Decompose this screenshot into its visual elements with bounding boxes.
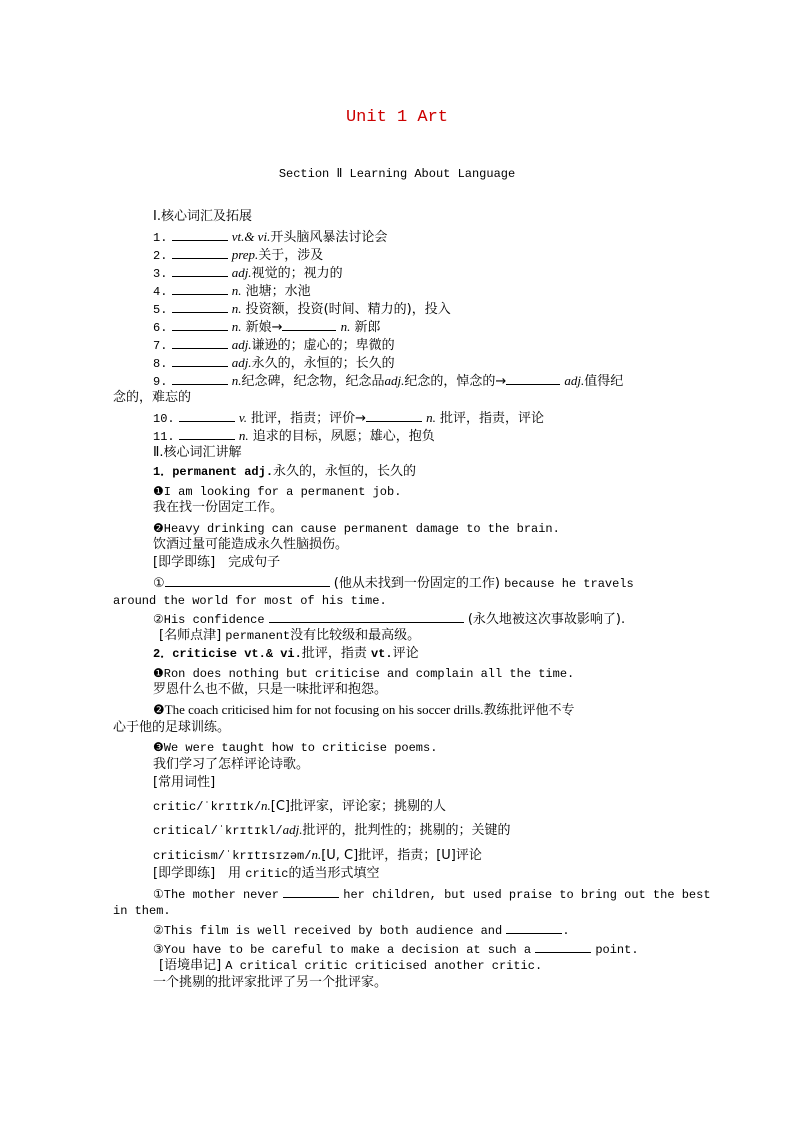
answer-blank bbox=[269, 610, 464, 623]
answer-blank bbox=[172, 336, 228, 349]
derivative-critic: critic/ˈkrɪtɪk/n.[C]批评家，评论家；挑剔的人 bbox=[153, 798, 447, 814]
vocab-item-4: 4. n. 池塘；水池 bbox=[153, 283, 311, 299]
vocab-item-11: 11. n. 追求的目标，夙愿；雄心，抱负 bbox=[153, 428, 435, 444]
answer-blank bbox=[535, 940, 591, 953]
context-memory: [语境串记] A critical critic criticised another critic. bbox=[159, 958, 543, 973]
word2-example2: ❷The coach criticised him for not focusing on his soccer drills.教练批评他不专 bbox=[153, 702, 575, 718]
answer-blank bbox=[283, 885, 339, 898]
answer-blank bbox=[172, 246, 228, 259]
page-title: Unit 1 Art bbox=[345, 108, 449, 127]
word2-example3-cn: 我们学习了怎样评论诗歌。 bbox=[153, 757, 310, 772]
word1-practice-label: [即学即练] 完成句子 bbox=[153, 555, 281, 570]
vocab-item-9-cont: 念的，难忘的 bbox=[113, 390, 192, 405]
word2-practice-label: [即学即练] 用 critic的适当形式填空 bbox=[153, 866, 380, 881]
answer-blank bbox=[172, 228, 228, 241]
answer-blank bbox=[172, 300, 228, 313]
vocab-item-8: 8. adj.永久的，永恒的；长久的 bbox=[153, 355, 395, 371]
word1-example2-en: ❷Heavy drinking can cause permanent damage to the brain. bbox=[153, 522, 560, 536]
word2-example2-cont: 心于他的足球训练。 bbox=[113, 720, 231, 735]
word1-question1-cont: around the world for most of his time. bbox=[113, 594, 387, 608]
derivative-critical: critical/ˈkrɪtɪkl/adj.批评的，批判性的；挑剔的；关键的 bbox=[153, 822, 511, 838]
vocab-item-6: 6. n. 新娘→ n. 新郎 bbox=[153, 319, 381, 335]
answer-blank bbox=[172, 318, 228, 331]
answer-blank bbox=[172, 372, 228, 385]
section-subtitle: Section Ⅱ Learning About Language bbox=[278, 167, 516, 181]
answer-blank bbox=[366, 409, 422, 422]
word1-example1-cn: 我在找一份固定工作。 bbox=[153, 500, 284, 515]
vocab-item-7: 7. adj.谦逊的；虚心的；卑微的 bbox=[153, 337, 395, 353]
vocab-item-1: 1. vt.& vi.开头脑风暴法讨论会 bbox=[153, 229, 388, 245]
vocab-item-9: 9. n.纪念碑，纪念物，纪念品adj.纪念的，悼念的→ adj.值得纪 bbox=[153, 373, 624, 389]
word1-question1: ① (他从未找到一份固定的工作) because he travels bbox=[153, 576, 634, 591]
word2-example1-en: ❶Ron does nothing but criticise and complain all the time. bbox=[153, 667, 575, 681]
answer-blank bbox=[282, 318, 336, 331]
word2-question2: ②This film is well received by both audience and . bbox=[153, 921, 570, 939]
word1-heading: 1．permanent adj.永久的，永恒的，长久的 bbox=[153, 464, 417, 479]
answer-blank bbox=[165, 574, 330, 587]
part2-heading: Ⅱ.核心词汇讲解 bbox=[153, 445, 242, 460]
vocab-item-5: 5. n. 投资额，投资(时间、精力的)，投入 bbox=[153, 301, 451, 317]
answer-blank bbox=[172, 354, 228, 367]
answer-blank bbox=[179, 409, 235, 422]
word2-example1-cn: 罗恩什么也不做，只是一味批评和抱怨。 bbox=[153, 682, 388, 697]
vocab-item-3: 3. adj.视觉的；视力的 bbox=[153, 265, 343, 281]
answer-blank bbox=[506, 921, 562, 934]
word2-question3: ③You have to be careful to make a decision at such a point. bbox=[153, 940, 639, 958]
word1-question2: ②His confidence (永久地被这次事故影响了). bbox=[153, 612, 626, 627]
word1-teacher-tip: [名师点津] permanent没有比较级和最高级。 bbox=[159, 628, 421, 643]
word1-example1-en: ❶I am looking for a permanent job. bbox=[153, 485, 402, 499]
answer-blank bbox=[179, 427, 235, 440]
part1-heading: Ⅰ.核心词汇及拓展 bbox=[153, 209, 252, 224]
common-forms-label: [常用词性] bbox=[153, 775, 216, 790]
vocab-item-10: 10. v. 批评，指责；评价→ n. 批评，指责，评论 bbox=[153, 410, 545, 426]
word2-example3-en: ❸We were taught how to criticise poems. bbox=[153, 741, 438, 755]
word2-question1-cont: in them. bbox=[113, 904, 171, 918]
word1-example2-cn: 饮酒过量可能造成永久性脑损伤。 bbox=[153, 537, 349, 552]
context-memory-cn: 一个挑剔的批评家批评了另一个批评家。 bbox=[153, 975, 388, 990]
answer-blank bbox=[172, 282, 228, 295]
answer-blank bbox=[506, 372, 560, 385]
answer-blank bbox=[172, 264, 228, 277]
word2-heading: 2．criticise vt.& vi.批评，指责 vt.评论 bbox=[153, 646, 419, 661]
word2-question1: ①The mother never her children, but used praise to bring out the best bbox=[153, 885, 711, 903]
derivative-criticism: criticism/ˈkrɪtɪsɪzəm/n.[U, C]批评，指责；[U]评论 bbox=[153, 847, 482, 863]
vocab-item-2: 2. prep.关于，涉及 bbox=[153, 247, 324, 263]
